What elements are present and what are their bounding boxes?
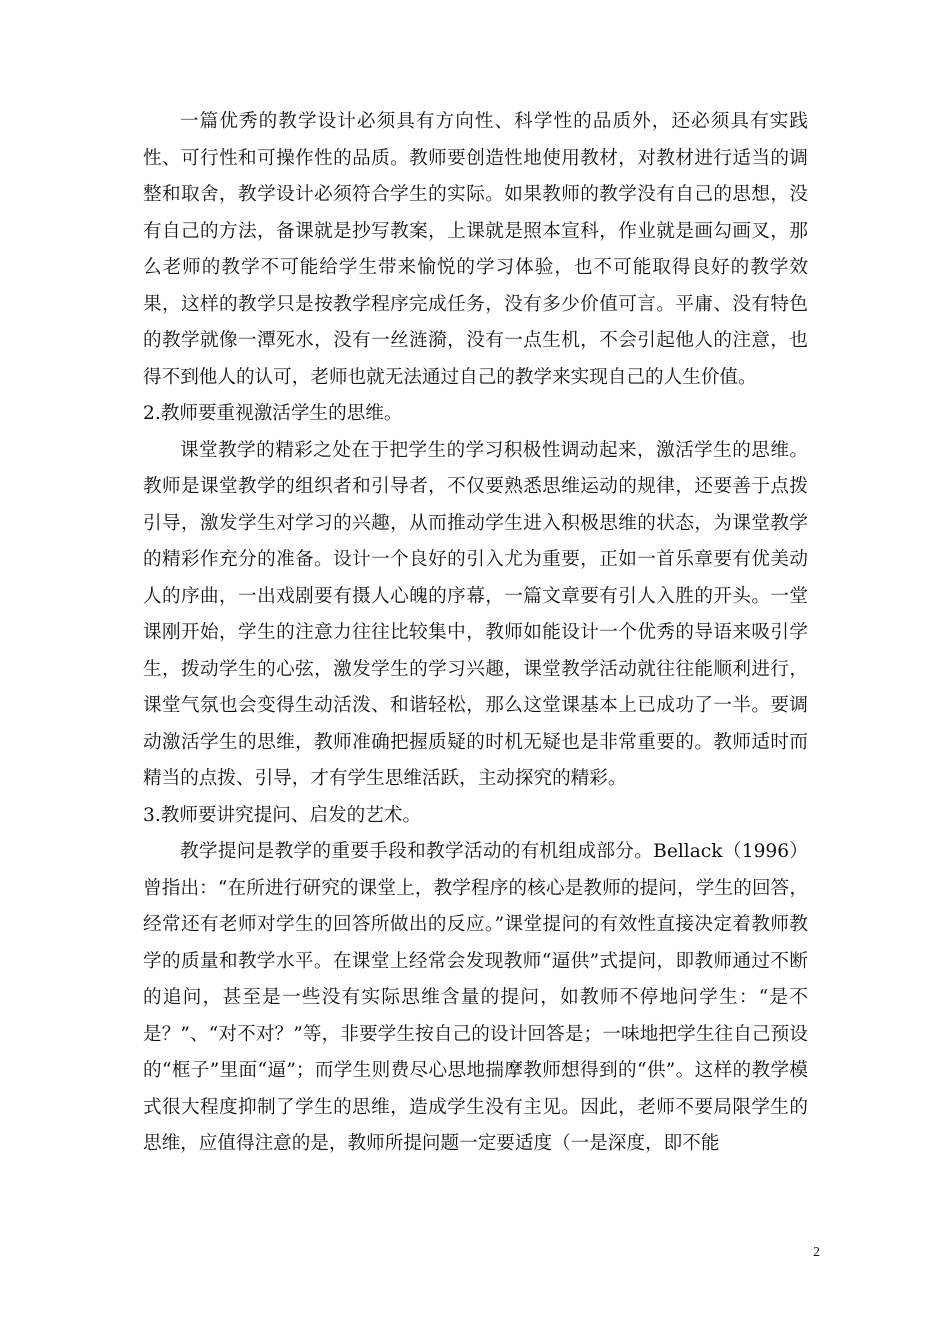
section-heading-questioning-art: 3.教师要讲究提问、启发的艺术。 xyxy=(143,804,422,826)
document-body xyxy=(143,104,808,1163)
paragraph-activate-thinking: 课堂教学的精彩之处在于把学生的学习积极性调动起来，激活学生的思维。教师是课堂教学的组织者和引导者，不仅要熟悉思维运动的规律，还要善于点拨引导，激发学生对学习的兴趣，从而推动学生进入积极思维的状态，为课堂教学的精彩作充分的准备。设计一个良好的引入尤为重要，正如一首乐章要有优美动人的序曲，一出戏剧要有摄人心魄的序幕，一篇文章要有引人入胜的开头。一堂课刚开始，学生的注意力往往比较集中，教师如能设计一个优秀的导语来吸引学生，拨动学生的心弦，激发学生的学习兴趣，课堂教学活动就往往能顺利进行，课堂气氛也会变得生动活泼、和谐轻松，那么这堂课基本上已成功了一半。要调动激活学生的思维，教师准确把握质疑的时机无疑也是非常重要的。教师适时而精当的点拨、引导，才有学生思维活跃，主动探究的精彩。 xyxy=(143,439,808,789)
section-heading-activate-thinking: 2.教师要重视激活学生的思维。 xyxy=(143,403,403,424)
paragraph-questioning-art: 教学提问是教学的重要手段和教学活动的有机组成部分。Bellack（1996）曾指出：“在所进行研究的课堂上，教学程序的核心是教师的提问，学生的回答，经常还有老师对学生的回答所做出的反应。”课堂提问的有效性直接决定着教师教学的质量和教学水平。在课堂上经常会发现教师“逼供”式提问，即教师通过不断的追问，甚至是一些没有实际思维含量的提问，如教师不停地问学生：“是不是？”、“对不对？”等，非要学生按自己的设计回答是；一味地把学生往自己预设的“框子”里面“逼”；而学生则费尽心思地揣摩教师想得到的“供”。这样的教学模式很大程度抑制了学生的思维，造成学生没有主见。因此，老师不要局限学生的思维，应值得注意的是，教师所提问题一定要适度（一是深度，即不能 xyxy=(143,841,808,1154)
page-number: 2 xyxy=(813,1245,820,1260)
paragraph-design-quality: 一篇优秀的教学设计必须具有方向性、科学性的品质外，还必须具有实践性、可行性和可操作性的品质。教师要创造性地使用教材，对教材进行适当的调整和取舍，教学设计必须符合学生的实际。如果教师的教学没有自己的思想，没有自己的方法，备课就是抄写教案，上课就是照本宣科，作业就是画勾画叉，那么老师的教学不可能给学生带来愉悦的学习体验，也不可能取得良好的教学效果，这样的教学只是按教学程序完成任务，没有多少价值可言。平庸、没有特色的教学就像一潭死水，没有一丝涟漪，没有一点生机，不会引起他人的注意，也得不到他人的认可，老师也就无法通过自己的教学来实现自己的人生价值。 xyxy=(143,111,808,388)
